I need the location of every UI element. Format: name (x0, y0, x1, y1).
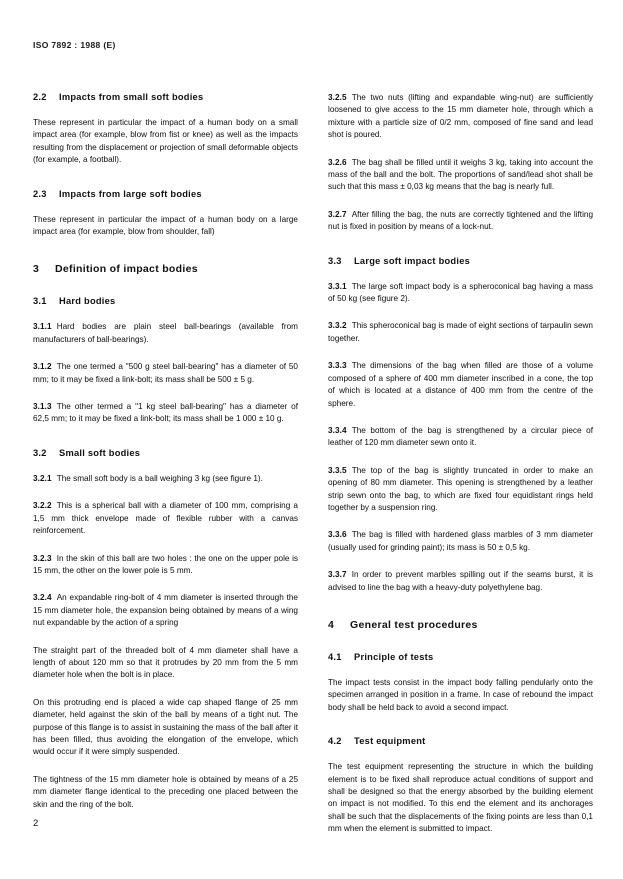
clause-3-2-4-paragraph-2: The straight part of the threaded bolt of 4 mm diameter shall have a length of about 120 mm so that it protrudes by 20 mm from the 5 mm diameter hole when the bolt is in place. (33, 645, 298, 680)
clause-3-2-1-label: 3.2.1 (33, 473, 52, 483)
left-column (33, 92, 298, 836)
clause-3-3-3-label: 3.3.3 (328, 361, 347, 371)
clause-3-3-6 (328, 529, 593, 554)
clause-3-3-5 (328, 465, 593, 515)
heading-2-3-text: Impacts from large soft bodies (59, 188, 202, 199)
clause-3-2-2 (33, 500, 298, 537)
clause-3-1-1 (33, 321, 298, 346)
heading-3-2 (33, 448, 298, 458)
heading-2-2 (33, 92, 298, 102)
heading-4-2 (328, 736, 593, 746)
paragraph-4-1: The impact tests consist in the impact body falling pendularly onto the specimen arranged in position in a frame. In case of rebound the impact body shall be held back to avoid a second impact. (328, 677, 593, 712)
clause-3-1-3-text: The other termed a "1 kg steel ball-bearing" has a diameter of 62,5 mm; to it may be fixed a link-bolt; its mass shall be 1 000 ± 10 g. (33, 402, 298, 424)
clause-3-2-3-label: 3.2.3 (33, 553, 52, 563)
clause-3-2-1-text: The small soft body is a ball weighing 3 kg (see figure 1). (56, 473, 263, 483)
clause-3-1-2 (33, 361, 298, 386)
clause-3-3-1-label: 3.3.1 (328, 281, 347, 291)
clause-3-1-1-label: 3.1.1 (33, 322, 52, 332)
clause-3-2-7 (328, 209, 593, 234)
heading-3-1-text: Hard bodies (59, 296, 116, 307)
clause-3-1-1-text: Hard bodies are plain steel ball-bearings (available from manufacturers of ball-bearings). (33, 322, 298, 344)
clause-3-2-6 (328, 157, 593, 194)
clause-3-3-7-text: In order to prevent marbles spilling out if the seams burst, it is advised to line the bag with a heavy-duty polyethylene bag. (328, 570, 593, 592)
clause-3-2-1 (33, 473, 298, 485)
clause-3-3-2-label: 3.3.2 (328, 321, 347, 331)
clause-3-2-7-text: After filling the bag, the nuts are correctly tightened and the lifting nut is fixed in position by means of a lock-nut. (328, 209, 593, 232)
clause-3-2-6-label: 3.2.6 (328, 157, 347, 167)
heading-2-2-text: Impacts from small soft bodies (59, 92, 204, 102)
clause-3-1-3-label: 3.1.3 (33, 402, 52, 412)
clause-3-3-6-label: 3.3.6 (328, 530, 347, 540)
heading-3-2-number: 3.2 (33, 447, 47, 458)
two-column-body (33, 92, 593, 836)
clause-3-2-4-label: 3.2.4 (33, 593, 52, 603)
heading-2-3 (33, 189, 298, 199)
clause-3-2-4-paragraph-3: On this protruding end is placed a wide cap shaped flange of 25 mm diameter, held against the skin of the ball by means of a tight nut. The purpose of this flange is to assist in sustaining the mass of the ball after it has been filled, thus avoiding the elongation of the envelope, which would occur if it were simply suspended. (33, 697, 298, 757)
clause-3-3-7 (328, 569, 593, 594)
clause-3-3-3-text: The dimensions of the bag when filled are those of a volume composed of a sphere of 400 mm diameter inscribed in a cone, the top of which is located at a distance of 400 mm from the centre of the sphere. (328, 361, 593, 408)
clause-3-1-2-label: 3.1.2 (33, 362, 52, 372)
clause-3-2-4 (33, 592, 298, 629)
heading-4-1-number: 4.1 (328, 651, 342, 662)
heading-4-number: 4 (328, 618, 335, 631)
clause-3-3-4 (328, 425, 593, 450)
paragraph-4-2: The test equipment representing the structure in which the building element is to be fixed shall reproduce actual conditions of support and shall be designed so that the energy absorbed by the building element on impact is not modified. To this end the element and its anchorages shall be such that the displacements of the fixing points are less than 0,1 mm when the element is submitted to impact. (328, 762, 593, 834)
heading-4-2-number: 4.2 (328, 736, 342, 747)
heading-3-2-text: Small soft bodies (59, 447, 141, 458)
clause-3-3-2 (328, 320, 593, 345)
heading-3-text: Definition of impact bodies (55, 263, 198, 276)
heading-3-1 (33, 296, 298, 306)
right-column (328, 92, 593, 836)
clause-3-2-6-text: The bag shall be filled until it weighs 3 kg, taking into account the mass of the ball and the bolt. The proportions of sand/lead shot shall be such that this mass ± 0,03 kg means that the bag is nearly full. (328, 157, 593, 192)
clause-3-2-2-label: 3.2.2 (33, 501, 52, 511)
clause-3-3-6-text: The bag is filled with hardened glass marbles of 3 mm diameter (usually used for grinding paint); its mass is 50 ± 0,5 kg. (328, 530, 593, 552)
heading-2-2-number: 2.2 (33, 92, 47, 102)
clause-3-1-3 (33, 401, 298, 426)
clause-3-2-4-text: An expandable ring-bolt of 4 mm diameter is inserted through the 15 mm diameter hole, the expansion being obtained by means of a wing nut expandable by the action of a spring (33, 593, 298, 628)
heading-3-3 (328, 256, 593, 266)
clause-3-2-3 (33, 553, 298, 578)
clause-3-2-7-label: 3.2.7 (328, 209, 347, 219)
clause-3-3-7-label: 3.3.7 (328, 570, 347, 580)
clause-3-3-2-text: This spheroconical bag is made of eight sections of tarpaulin sewn together. (328, 321, 593, 343)
heading-3-1-number: 3.1 (33, 296, 47, 307)
clause-3-3-1 (328, 281, 593, 306)
clause-3-1-2-text: The one termed a "500 g steel ball-bearing" has a diameter of 50 mm; to it may be fixed a link-bolt; its mass shall be 500 ± 5 g. (33, 362, 298, 384)
heading-4-1-text: Principle of tests (354, 651, 434, 662)
clause-3-3-1-text: The large soft impact body is a spheroconical bag having a mass of 50 kg (see figure 2). (328, 281, 593, 304)
clause-3-2-2-text: This is a spherical ball with a diameter of 100 mm, comprising a 1,5 mm thick envelope made of flexible rubber with a canvas reinforcement. (33, 501, 298, 536)
heading-3-number: 3 (33, 263, 40, 276)
clause-3-2-5-text: The two nuts (lifting and expandable wing-nut) are sufficiently loosened to give access to the 15 mm diameter hole, through which a mixture with a particle size of 0/2 mm, composed of fine sand and lead shot is poured. (328, 93, 593, 140)
heading-4-2-text: Test equipment (354, 736, 426, 747)
clause-3-3-5-label: 3.3.5 (328, 465, 347, 475)
heading-4-text: General test procedures (350, 618, 478, 631)
heading-4-1 (328, 652, 593, 662)
clause-3-3-4-label: 3.3.4 (328, 425, 347, 435)
heading-3-3-text: Large soft impact bodies (354, 255, 471, 266)
document-header: ISO 7892 : 1988 (E) (33, 40, 116, 50)
clause-3-2-5 (328, 92, 593, 142)
clause-3-2-4-paragraph-4: The tightness of the 15 mm diameter hole is obtained by means of a 25 mm diameter flange identical to the preceding one placed between the skin and the ring of the bolt. (33, 774, 298, 809)
paragraph-2-2: These represent in particular the impact of a human body on a small impact area (for example, blow from fist or knee) as well as the impacts resulting from the displacement or projection of small deformable objects (for example, a football). (33, 118, 298, 165)
heading-3-3-number: 3.3 (328, 255, 342, 266)
clause-3-2-3-text: In the skin of this ball are two holes : the one on the upper pole is 15 mm, the other on the lower pole is 5 mm. (33, 553, 298, 575)
page-number: 2 (33, 818, 39, 829)
heading-4 (328, 619, 593, 631)
heading-3 (33, 263, 298, 275)
clause-3-3-3 (328, 360, 593, 410)
clause-3-3-5-text: The top of the bag is slightly truncated in order to make an opening of 80 mm diameter. This opening is strengthened by a leather strip sewn onto the bag, to which are fixed four equidistant rings held together by a suspension ring. (328, 465, 593, 512)
paragraph-2-3: These represent in particular the impact of a human body on a large impact area (for example, blow from shoulder, fall) (33, 214, 298, 237)
clause-3-3-4-text: The bottom of the bag is strengthened by a circular piece of leather of 120 mm diameter sewn onto it. (328, 425, 593, 448)
clause-3-2-5-label: 3.2.5 (328, 93, 347, 102)
heading-2-3-number: 2.3 (33, 188, 47, 199)
